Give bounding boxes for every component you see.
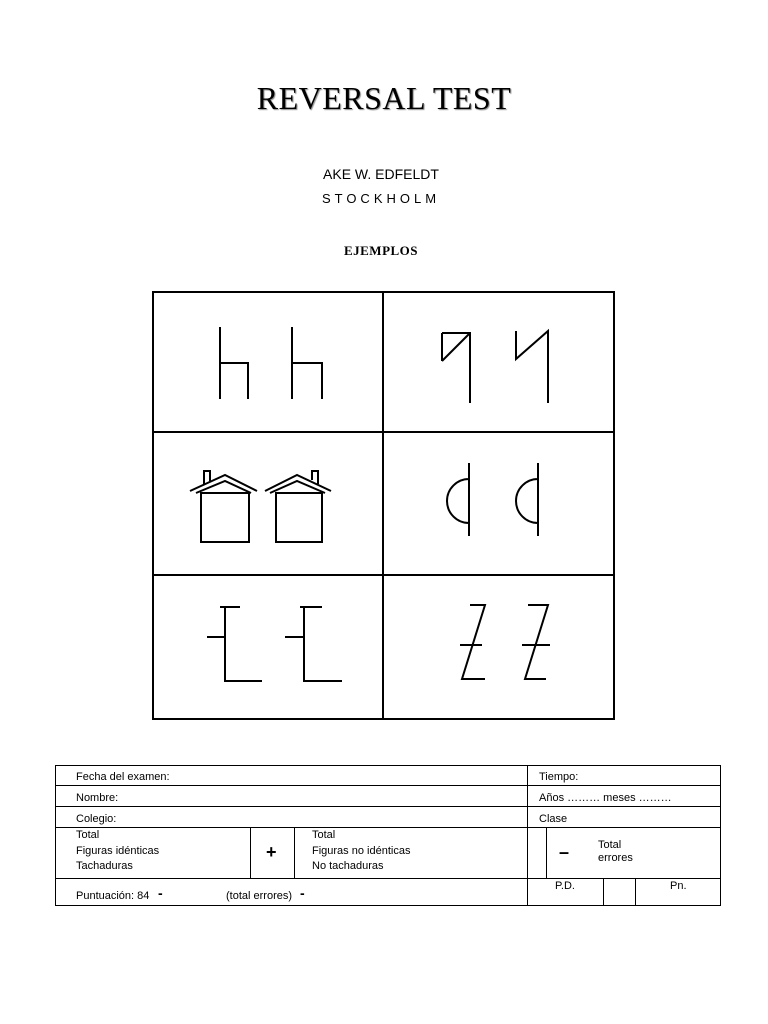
form-row-line-3 [55, 827, 721, 828]
form-col-plus-right [294, 827, 295, 879]
identical-total-label: Total [76, 829, 100, 841]
form-border-left [55, 765, 56, 906]
figure-pair-z [460, 605, 550, 679]
figure-halfcircle-2 [516, 463, 538, 536]
school-label: Colegio: [76, 813, 117, 825]
figure-house-1 [190, 471, 257, 542]
form-col-pd [603, 878, 604, 906]
figure-z-1 [460, 605, 485, 679]
pn-label: Pn. [670, 880, 687, 892]
form-border-right [720, 765, 721, 906]
figure-seven-1 [442, 333, 470, 403]
form-row-line-4 [55, 878, 528, 879]
figure-house-2 [265, 471, 331, 542]
figure-h-2 [292, 327, 322, 399]
errors-total-label: Total [598, 839, 622, 851]
author-city: STOCKHOLM [321, 191, 441, 206]
errors-label: errores [598, 852, 633, 864]
figure-pair-halfcircle [447, 463, 538, 536]
figure-pair-bracket [207, 607, 342, 681]
age-label: Años ……… meses ……… [539, 792, 672, 804]
total-errors-label: (total errores) [226, 890, 293, 902]
figure-pair-h [220, 327, 322, 399]
nonidentical-figures-label: Figuras no idénticas [312, 845, 411, 857]
form-border-top [55, 765, 721, 766]
plus-sign: + [266, 842, 277, 862]
name-label: Nombre: [76, 792, 119, 804]
page-title: REVERSAL TEST [256, 80, 512, 116]
form-border-bottom [55, 905, 721, 906]
form-col-plus-left [250, 827, 251, 879]
exam-date-label: Fecha del examen: [76, 771, 170, 783]
score-label: Puntuación: 84 [76, 890, 150, 902]
time-label: Tiempo: [539, 771, 579, 783]
figure-z-2 [522, 605, 550, 679]
examples-figure-grid [152, 291, 615, 720]
figure-bracket-1 [207, 607, 262, 681]
no-crossouts-label: No tachaduras [312, 860, 384, 872]
nonidentical-total-label: Total [312, 829, 336, 841]
figure-halfcircle-1 [447, 463, 469, 536]
crossouts-label: Tachaduras [76, 860, 133, 872]
figure-seven-2 [516, 331, 548, 403]
identical-figures-label: Figuras idénticas [76, 845, 160, 857]
score-form [55, 765, 721, 906]
figure-pair-seven [442, 331, 548, 403]
form-col-right [527, 765, 528, 906]
figure-bracket-2 [285, 607, 342, 681]
total-errors-minus: - [300, 885, 305, 901]
examples-heading: EJEMPLOS [343, 243, 419, 258]
figure-h-1 [220, 327, 248, 399]
class-label: Clase [539, 813, 568, 825]
score-minus: - [158, 885, 163, 901]
form-row-line-1 [55, 785, 721, 786]
minus-sign: – [559, 842, 570, 862]
examples-figures-svg [152, 291, 615, 720]
form-row-line-2 [55, 806, 721, 807]
author-name: AKE W. EDFELDT [323, 166, 439, 182]
form-col-minus-right [546, 827, 547, 879]
pd-label: P.D. [555, 880, 575, 892]
figure-pair-house [190, 471, 331, 542]
form-col-pn [635, 878, 636, 906]
